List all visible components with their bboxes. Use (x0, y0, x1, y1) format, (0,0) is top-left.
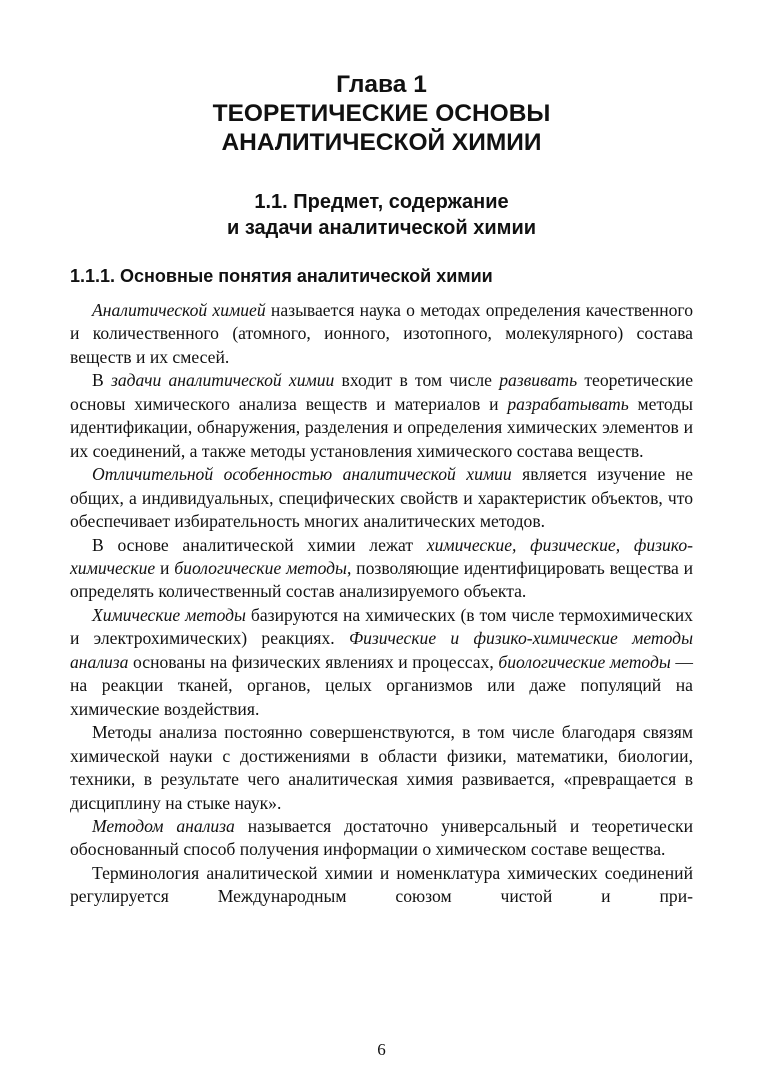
paragraph-tasks (70, 369, 693, 463)
paragraph-text: В основе аналитической химии лежат (92, 534, 427, 555)
paragraph-terminology (70, 862, 693, 909)
paragraph-text: называется наука о методах определения качественного и количественного (атомного, ионного, изотопного, молекулярного) состава веществ и их смесей. (70, 300, 693, 367)
term-italic: Отличительной особенностью аналитической химии (92, 464, 512, 485)
term-italic: задачи аналитической химии (110, 370, 335, 391)
paragraph-text: В (92, 370, 111, 391)
paragraph-method-definition (70, 815, 693, 862)
paragraph-text: , позволяющие идентифицировать вещества и определять количественный состав анализируемого объекта. (70, 557, 693, 602)
page-number: 6 (377, 1040, 386, 1059)
paragraph-text: входит в том числе (334, 370, 500, 391)
term-italic: биологические методы (498, 651, 671, 672)
subsection-title: 1.1.1. Основные понятия аналитической химии (70, 266, 493, 286)
paragraph-text: методы идентификации, обнаружения, разделения и определения химических элементов и их соединений, а также методы установления химического состава веществ. (70, 393, 693, 461)
chapter-title-line-1: ТЕОРЕТИЧЕСКИЕ ОСНОВЫ (212, 100, 551, 127)
paragraph-feature (70, 463, 693, 533)
chapter-title-line-2: АНАЛИТИЧЕСКОЙ ХИМИИ (221, 129, 542, 156)
paragraph-development (70, 721, 693, 815)
term-italic: развивать (499, 370, 578, 391)
term-italic: Физические и физико-химические методы анализа (70, 628, 693, 672)
term-italic: Аналитической химией (92, 300, 266, 320)
term-italic: разрабатывать (507, 393, 629, 414)
section-title-line-1: 1.1. Предмет, содержание (254, 191, 509, 213)
paragraph-text: и (155, 557, 175, 578)
term-italic: Методом анализа (92, 815, 235, 836)
paragraph-methods-basis (70, 534, 693, 604)
paragraph-text: называется достаточно универсальный и теоретически обоснованный способ получения информации о химическом составе вещества. (70, 815, 694, 860)
paragraph-method-types (70, 604, 693, 721)
body-text (70, 299, 693, 909)
paragraph-text: Терминология аналитической химии и номенклатура химических соединений регулируется Международным союзом чистой и при- (70, 862, 693, 907)
paragraph-text: основаны на физических явлениях и процессах, (128, 651, 499, 672)
term-italic: Химические методы (92, 604, 246, 625)
paragraph-definition (70, 299, 693, 369)
paragraph-text: базируются на химических (в том числе термохимических и электрохимических) реакциях. (70, 604, 693, 649)
term-italic: химические, физические, физико-химические (70, 534, 693, 578)
term-italic: биологические методы (174, 557, 347, 578)
paragraph-text: Методы анализа постоянно совершенствуются, в том числе благодаря связям химической науки с достижениями в области физики, математики, биологии, техники, в результате чего аналитическая химия развивается, «превращается в дисциплину на стыке наук». (70, 722, 693, 813)
chapter-number: Глава 1 (336, 71, 427, 98)
paragraph-text: — на реакции тканей, органов, целых организмов или даже популяций на химические воздействия. (70, 651, 693, 719)
book-page (70, 0, 693, 1079)
paragraph-text: теоретические основы химического анализа веществ и материалов и (70, 370, 693, 414)
paragraph-text: является изучение не общих, а индивидуальных, специфических свойств и характеристик объектов, что обеспечивает избирательность многих аналитических методов. (70, 464, 693, 532)
section-title-line-2: и задачи аналитической химии (226, 217, 537, 239)
